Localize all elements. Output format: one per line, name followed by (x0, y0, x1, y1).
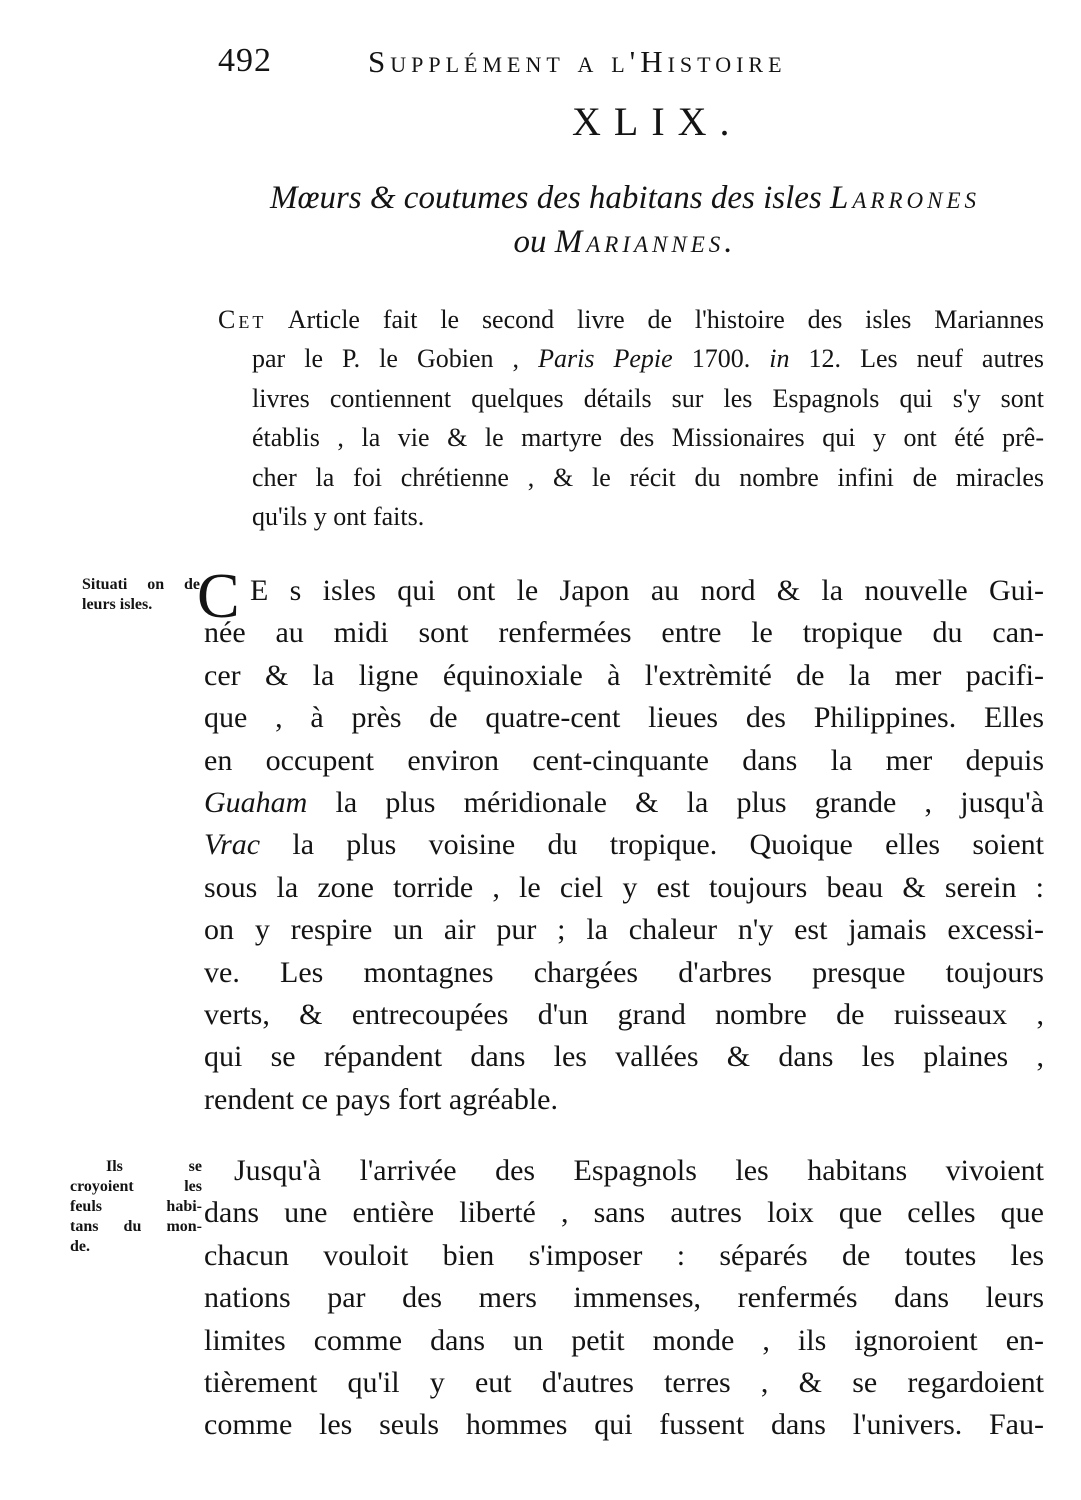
text-line: qui se répandent dans les vallées & dans les plaines , (204, 1040, 1044, 1074)
text-line: Vrac la plus voisine du tropique. Quoique elles soient (204, 828, 1044, 862)
text-line: cher la foi chrétienne , & le récit du nombre infini de miracles (252, 462, 1044, 492)
margin-note-line: de. (70, 1238, 90, 1255)
chapter-title-line-2 (200, 224, 1050, 261)
text-line: établis , la vie & le martyre des Missionaires qui y ont été prê- (252, 423, 1044, 453)
body-paragraph-2 (204, 1150, 1044, 1447)
margin-note-line: feuls habi- (70, 1198, 202, 1215)
intro-paragraph (218, 300, 1044, 536)
body-paragraph-1 (197, 560, 1044, 1121)
place-name: Vrac (204, 828, 261, 862)
chapter-title-islands: Larrones (830, 180, 981, 216)
margin-note-line: tans du mon- (70, 1218, 202, 1235)
lead-word: Cet (218, 305, 267, 334)
margin-note-location (82, 575, 200, 615)
chapter-title-islands: Mariannes. (554, 224, 737, 260)
text-line: née au midi sont renfermées entre le tropique du can- (204, 616, 1044, 650)
text-line: Guaham la plus méridionale & la plus grande , jusqu'à (204, 786, 1044, 820)
text-line: sous la zone torride , le ciel y est toujours beau & serein : (204, 870, 1044, 904)
chapter-number: XLIX. (572, 99, 743, 144)
text-line: nations par des mers immenses, renfermés dans leurs (204, 1281, 1044, 1315)
margin-note-line: leurs isles. (82, 596, 153, 613)
page-number: 492 (218, 42, 272, 79)
text-line: tièrement qu'il y eut d'autres terres , & se regardoient (204, 1366, 1044, 1400)
drop-cap: C (197, 560, 240, 631)
chapter-title-text: Mœurs & coutumes des habitans des isles (269, 180, 831, 216)
margin-note-line: croyoient les (70, 1178, 202, 1195)
text-line: Jusqu'à l'arrivée des Espagnols les habitans vivoient (234, 1154, 1044, 1187)
running-title: Supplément a l'Histoire (368, 44, 787, 79)
text-line: chacun vouloit bien s'imposer : séparés de toutes les (204, 1238, 1044, 1272)
text-line: dans une entière liberté , sans autres loix que celles que (204, 1196, 1044, 1230)
text-line: limites comme dans un petit monde , ils ignoroient en- (204, 1323, 1044, 1357)
chapter-title-text: ou (513, 224, 555, 260)
text-line: verts, & entrecoupées d'un grand nombre de ruisseaux , (204, 998, 1044, 1032)
running-head (0, 38, 1081, 88)
text-line: que , à près de quatre-cent lieues des Philippines. Elles (204, 701, 1044, 735)
text-line: cer & la ligne équinoxiale à l'extrèmité de la mer pacifi- (204, 658, 1044, 692)
chapter-title-line-1 (200, 180, 1050, 217)
publisher-citation: Paris Pepie (538, 344, 673, 374)
text-line: comme les seuls hommes qui fussent dans l'univers. Fau- (204, 1408, 1044, 1442)
margin-note-isolation (70, 1157, 202, 1257)
text-line: rendent ce pays fort agréable. (204, 1082, 558, 1116)
margin-note-line: Situati on de (82, 576, 200, 593)
text-line: livres contiennent quelques détails sur les Espagnols qui s'y sont (252, 383, 1044, 413)
text-line: on y respire un air pur ; la chaleur n'y est jamais excessi- (204, 913, 1044, 947)
text-line: ve. Les montagnes chargées d'arbres presque toujours (204, 955, 1044, 989)
margin-note-line: Ils se (106, 1158, 202, 1175)
text-line: en occupent environ cent-cinquante dans la mer depuis (204, 743, 1044, 777)
text-line: C E s isles qui ont le Japon au nord & la nouvelle Gui- (197, 560, 1044, 631)
text-line: par le P. le Gobien , Paris Pepie 1700. in 12. Les neuf autres (252, 344, 1045, 374)
place-name: Guaham (204, 786, 308, 820)
text-line: qu'ils y ont faits. (252, 502, 425, 532)
text-line: Cet Article fait le second livre de l'histoire des isles Mariannes (218, 305, 1044, 334)
